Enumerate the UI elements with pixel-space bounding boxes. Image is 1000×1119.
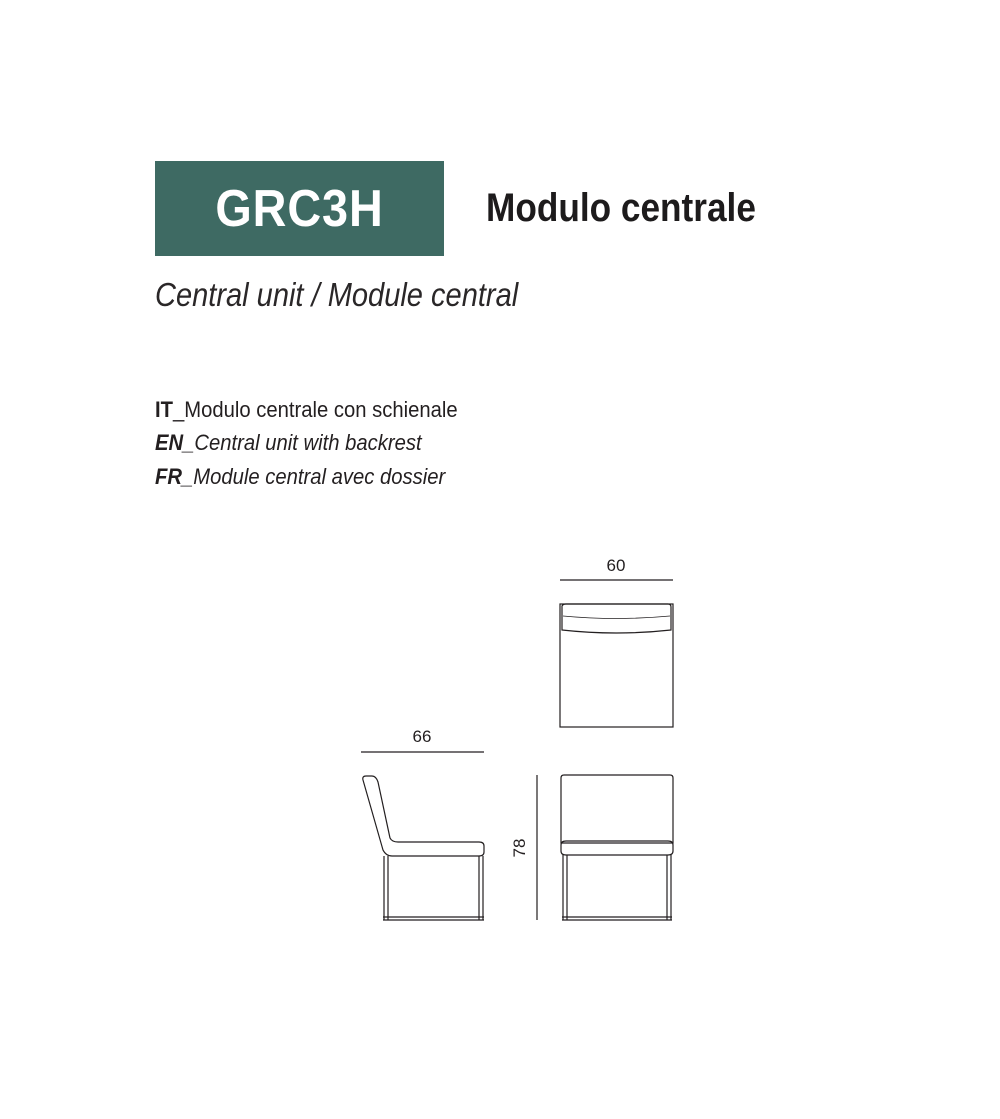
lang-separator-it: _ [172, 397, 185, 422]
product-title: Modulo centrale [486, 186, 756, 230]
lang-code-fr: FR [155, 464, 182, 489]
description-text-it: Modulo centrale con schienale [184, 397, 458, 422]
lang-separator-fr: _ [181, 464, 194, 489]
lang-code-en: EN [155, 430, 184, 455]
lang-separator-en: _ [183, 430, 195, 455]
depth-dimension-label: 66 [412, 727, 432, 746]
side-view [363, 776, 484, 920]
front-view [561, 775, 673, 920]
lang-code-it: IT [155, 397, 173, 422]
top-view [560, 604, 673, 727]
side-view-backrest [363, 776, 484, 856]
top-view-outline [560, 604, 673, 727]
product-code: GRC3H [215, 179, 384, 238]
product-subtitle: Central unit / Module central [155, 276, 519, 313]
width-dimension-label: 60 [606, 556, 626, 575]
height-dimension-label: 78 [510, 838, 529, 858]
front-view-backrest [561, 775, 673, 843]
description-text-en: Central unit with backrest [194, 430, 422, 455]
description-text-fr: Module central avec dossier [193, 464, 446, 489]
